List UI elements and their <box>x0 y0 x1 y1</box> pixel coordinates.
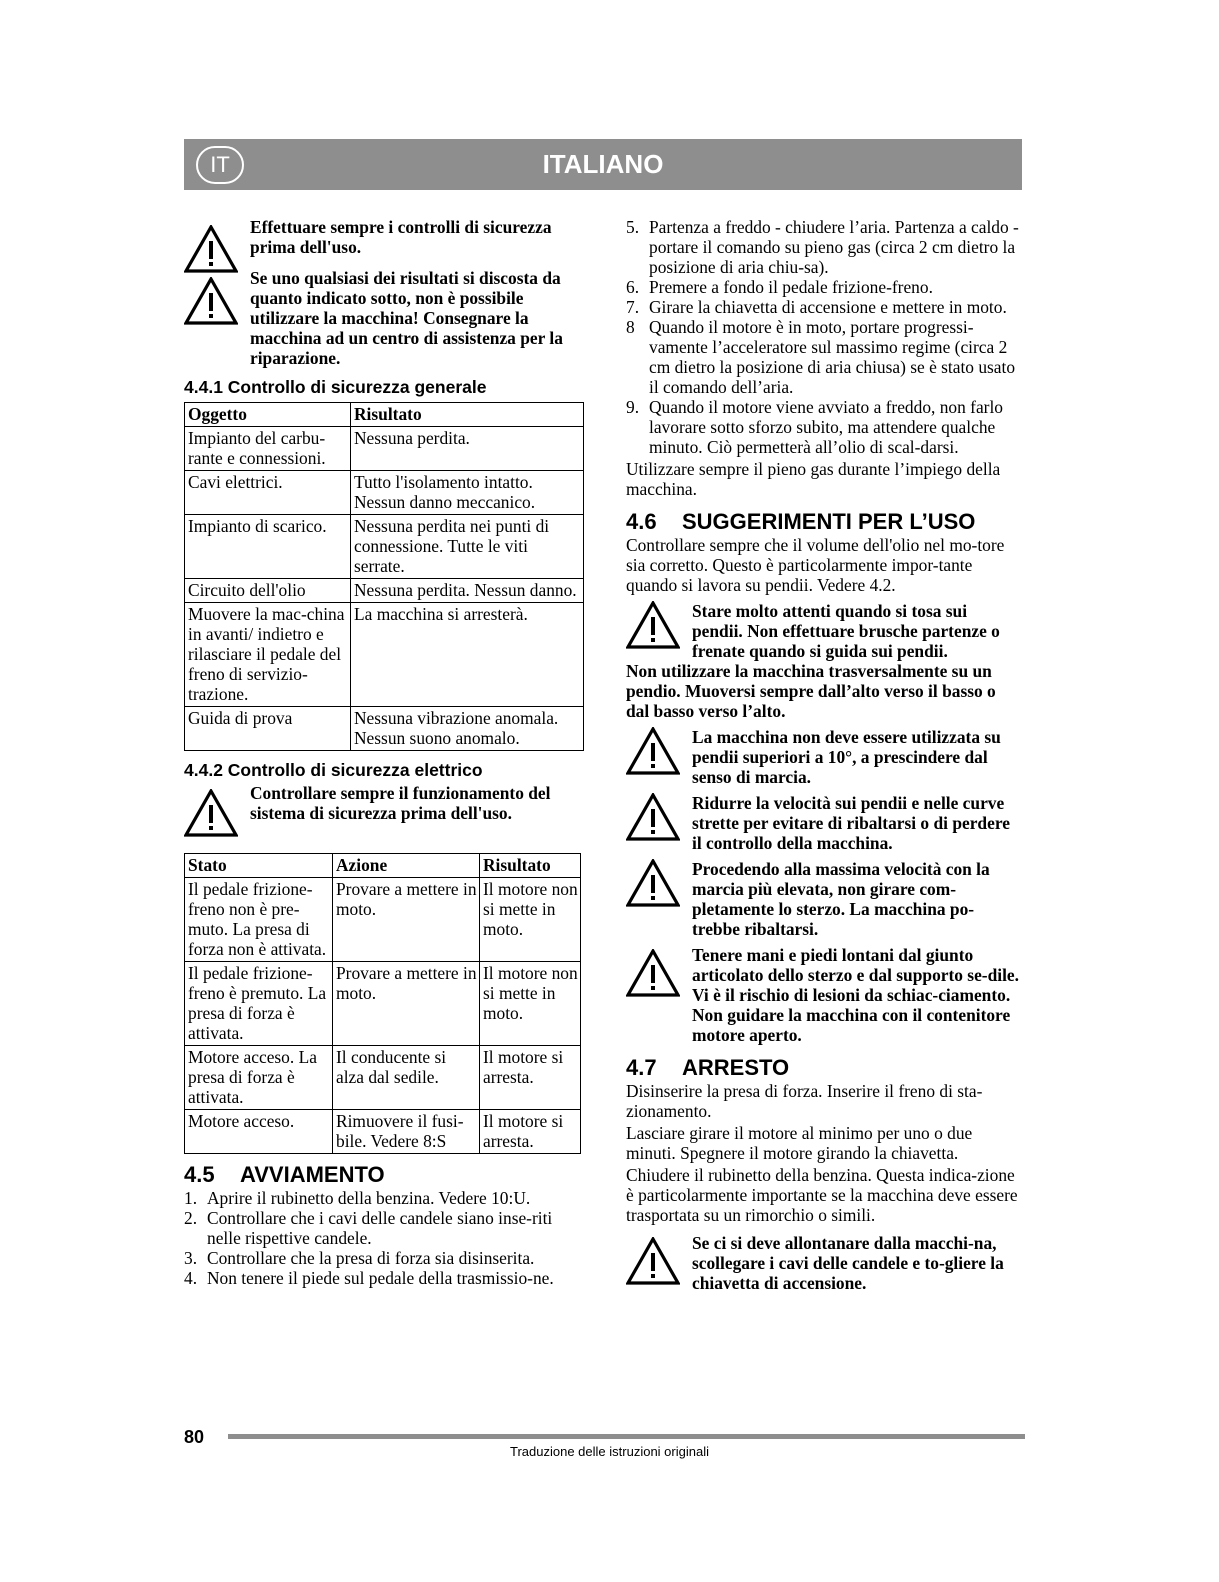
list-item <box>184 1188 584 1208</box>
warning-text: Se uno qualsiasi dei risultati si discosta da quanto indicato sotto, non è possibile utilizzare la macchina! Consegnare la macchina ad un centro di assistenza per la riparazione. <box>250 268 563 368</box>
item-text: Aprire il rubinetto della benzina. Vedere 10:U. <box>207 1188 531 1208</box>
table-cell: Il conducente si alza dal sedile. <box>333 1046 480 1110</box>
warning-block <box>626 859 1022 939</box>
item-number: 4. <box>184 1268 198 1288</box>
paragraph: Disinserire la presa di forza. Inserire il freno di sta-zionamento. <box>626 1081 983 1121</box>
table-cell: Guida di prova <box>185 707 351 751</box>
table-cell: Il pedale frizione-freno è premuto. La presa di forza è attivata. <box>185 962 333 1046</box>
list-item <box>626 217 1022 277</box>
item-number: 5. <box>626 217 640 237</box>
warning-block <box>626 945 1022 1045</box>
section-number: 4.6 <box>626 509 657 534</box>
item-text: Quando il motore viene avviato a freddo, non farlo lavorare sotto sforzo subito, ma attendere qualche minuto. Ciò permetterà all’olio di scal-darsi. <box>649 397 1003 457</box>
table-cell: Tutto l'isolamento intatto. Nessun danno meccanico. <box>351 471 584 515</box>
paragraph: Chiudere il rubinetto della benzina. Questa indica-zione è particolarmente importante se la macchina deve essere trasportata su un rimorchio o simili. <box>626 1165 1018 1225</box>
section-4-6-title <box>626 509 1022 535</box>
warning-triangle-icon <box>626 859 680 907</box>
electrical-safety-table <box>184 853 581 1154</box>
warning-triangle-icon <box>626 601 680 649</box>
table-cell: Nessuna perdita. <box>351 427 584 471</box>
list-item <box>626 297 1022 317</box>
table-row <box>185 1110 581 1154</box>
section-4-4-2-title: 4.4.2 Controllo di sicurezza elettrico <box>184 760 483 780</box>
page-number: 80 <box>184 1427 205 1447</box>
section-4-7-title <box>626 1055 1022 1081</box>
warning-block <box>626 727 1022 787</box>
warning-triangle-icon <box>626 727 680 775</box>
table-header: Azione <box>333 854 480 878</box>
table-cell: Rimuovere il fusi-bile. Vedere 8:S <box>333 1110 480 1154</box>
paragraph: Controllare sempre che il volume dell'olio nel mo-tore sia corretto. Questo è particolarmente impor-tante quando si lavora su pendii. Vedere 4.2. <box>626 535 1005 595</box>
table-header: Risultato <box>480 854 581 878</box>
table-cell: Circuito dell'olio <box>185 579 351 603</box>
list-item <box>626 317 1022 397</box>
general-safety-table <box>184 402 584 751</box>
table-cell: Cavi elettrici. <box>185 471 351 515</box>
item-number: 1. <box>184 1188 198 1208</box>
warning-block <box>626 1233 1022 1293</box>
item-text: Non tenere il piede sul pedale della trasmissio-ne. <box>207 1268 554 1288</box>
item-text: Controllare che la presa di forza sia disinserita. <box>207 1248 535 1268</box>
table-cell: Nessuna perdita. Nessun danno. <box>351 579 584 603</box>
table-cell: Impianto del carbu-rante e connessioni. <box>185 427 351 471</box>
table-cell: Impianto di scarico. <box>185 515 351 579</box>
list-item <box>184 1268 584 1288</box>
warning-triangle-icon <box>184 789 238 837</box>
warning-text-continued: Non utilizzare la macchina trasversalmente su un pendio. Muoversi sempre dall’alto verso il basso o dal basso verso l’alto. <box>626 661 996 721</box>
language-header <box>184 139 1022 190</box>
table-cell: Muovere la mac-china in avanti/ indietro e rilasciare il pedale del freno di servizio-trazione. <box>185 603 351 707</box>
footer-divider <box>228 1434 1025 1439</box>
table-cell: Il pedale frizione-freno non è pre-muto. La presa di forza non è attivata. <box>185 878 333 962</box>
table-row <box>185 603 584 707</box>
table-cell: Nessuna vibrazione anomala. Nessun suono anomalo. <box>351 707 584 751</box>
table-cell: Provare a mettere in moto. <box>333 962 480 1046</box>
table-cell: Il motore si arresta. <box>480 1046 581 1110</box>
section-title-text: AVVIAMENTO <box>240 1162 385 1187</box>
paragraph: Lasciare girare il motore al minimo per uno o due minuti. Spegnere il motore girando la chiavetta. <box>626 1123 973 1163</box>
warning-triangle-icon <box>626 793 680 841</box>
left-column <box>184 215 584 1288</box>
warning-text: Se ci si deve allontanare dalla macchi-na, scollegare i cavi delle candele e to-gliere la chiavetta di accensione. <box>692 1233 1004 1293</box>
warning-text: Stare molto attenti quando si tosa sui pendii. Non effettuare brusche partenze o frenate quando si guida sui pendii. <box>692 601 1000 661</box>
warning-text: Procedendo alla massima velocità con la marcia più elevata, non girare com-pletamente lo sterzo. La macchina po-trebbe ribaltarsi. <box>692 859 990 939</box>
language-badge: IT <box>196 146 244 184</box>
item-text: Controllare che i cavi delle candele siano inse-riti nelle rispettive candele. <box>207 1208 553 1248</box>
warning-triangle-icon <box>626 949 680 997</box>
table-row <box>185 471 584 515</box>
table-row <box>185 1046 581 1110</box>
warning-block <box>184 783 584 837</box>
start-steps-list <box>184 1188 584 1288</box>
item-number: 6. <box>626 277 640 297</box>
table-cell: Il motore si arresta. <box>480 1110 581 1154</box>
list-item <box>626 397 1022 457</box>
table-cell: La macchina si arresterà. <box>351 603 584 707</box>
item-number: 2. <box>184 1208 198 1228</box>
table-cell: Provare a mettere in moto. <box>333 878 480 962</box>
list-item <box>626 277 1022 297</box>
warning-block <box>626 793 1022 853</box>
section-title-text: ARRESTO <box>682 1055 790 1080</box>
warning-triangle-icon <box>626 1237 680 1285</box>
warning-text: Controllare sempre il funzionamento del sistema di sicurezza prima dell'uso. <box>250 783 551 823</box>
section-number: 4.5 <box>184 1162 215 1187</box>
table-cell: Motore acceso. <box>185 1110 333 1154</box>
item-text: Quando il motore è in moto, portare progressi-vamente l’acceleratore sul massimo regime (circa 2 cm dietro la posizione di aria chiusa) se è stato usato il comando dell’aria. <box>649 317 1016 397</box>
list-item <box>184 1208 584 1248</box>
header-title: ITALIANO <box>542 149 664 179</box>
warning-text: La macchina non deve essere utilizzata su pendii superiori a 10°, a prescindere dal senso di marcia. <box>692 727 1001 787</box>
item-number: 7. <box>626 297 640 317</box>
table-cell: Il motore non si mette in moto. <box>480 962 581 1046</box>
warning-block <box>626 601 1022 661</box>
item-text: Partenza a freddo - chiudere l’aria. Partenza a caldo - portare il comando su pieno gas (circa 2 cm dietro la posizione di aria chiu-sa). <box>649 217 1019 277</box>
table-row <box>185 427 584 471</box>
list-item <box>184 1248 584 1268</box>
table-row <box>185 962 581 1046</box>
table-header: Stato <box>185 854 333 878</box>
item-text: Premere a fondo il pedale frizione-freno. <box>649 277 933 297</box>
item-number: 8 <box>626 317 635 337</box>
warning-triangle-icon <box>184 225 238 273</box>
table-row <box>185 579 584 603</box>
section-4-4-1-title: 4.4.1 Controllo di sicurezza generale <box>184 377 487 397</box>
table-row <box>185 515 584 579</box>
right-column <box>626 217 1022 1293</box>
warning-text: Ridurre la velocità sui pendii e nelle curve strette per evitare di ribaltarsi o di perdere il controllo della macchina. <box>692 793 1010 853</box>
item-text: Girare la chiavetta di accensione e mettere in moto. <box>649 297 1007 317</box>
table-header: Oggetto <box>185 403 351 427</box>
table-row <box>185 878 581 962</box>
paragraph: Utilizzare sempre il pieno gas durante l’impiego della macchina. <box>626 459 1001 499</box>
warning-block <box>184 215 584 368</box>
table-row <box>185 707 584 751</box>
item-number: 9. <box>626 397 640 417</box>
table-header: Risultato <box>351 403 584 427</box>
table-cell: Il motore non si mette in moto. <box>480 878 581 962</box>
section-4-5-title <box>184 1162 584 1188</box>
table-cell: Nessuna perdita nei punti di connessione. Tutte le viti serrate. <box>351 515 584 579</box>
warning-text: Effettuare sempre i controlli di sicurezza prima dell'uso. <box>250 217 552 257</box>
warning-triangle-icon <box>184 277 238 325</box>
start-steps-list-continued <box>626 217 1022 457</box>
item-number: 3. <box>184 1248 198 1268</box>
table-cell: Motore acceso. La presa di forza è attivata. <box>185 1046 333 1110</box>
footer-text: Traduzione delle istruzioni originali <box>510 1444 709 1459</box>
warning-text: Tenere mani e piedi lontani dal giunto articolato dello sterzo e dal supporto se-dile. Vi è il rischio di lesioni da schiac-ciamento. Non guidare la macchina con il contenitore motore aperto. <box>692 945 1019 1045</box>
section-title-text: SUGGERIMENTI PER L’USO <box>682 509 976 534</box>
section-number: 4.7 <box>626 1055 657 1080</box>
